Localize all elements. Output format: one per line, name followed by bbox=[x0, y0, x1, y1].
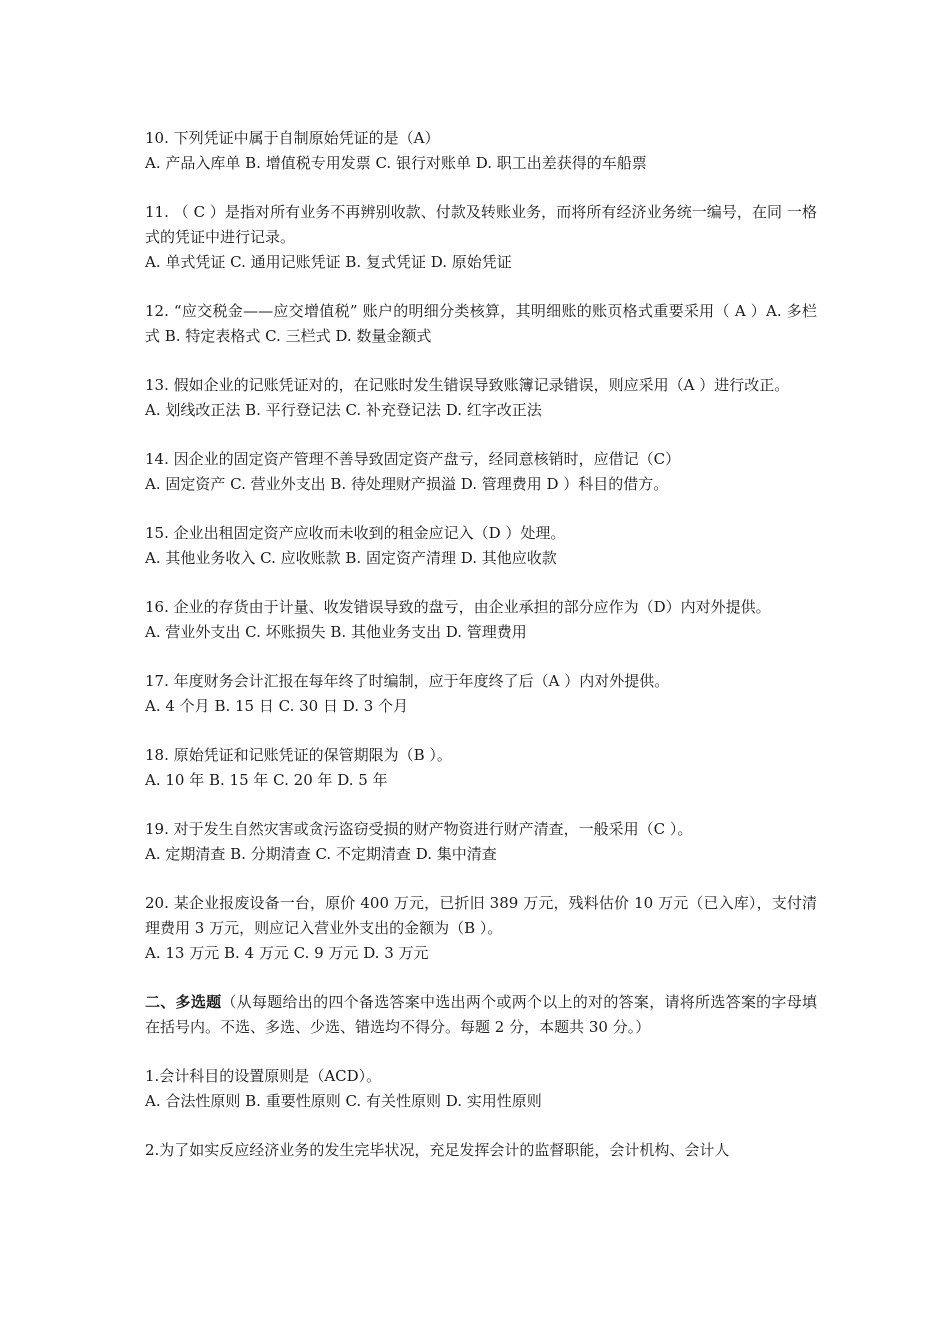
section-instructions: （从每题给出的四个备选答案中选出两个或两个以上的对的答案，请将所选答案的字母填 在括号内。不选、多选、少选、错选均不得分。每题 2 分，本题共 30 分。） bbox=[145, 993, 817, 1036]
question-text: 13. 假如企业的记账凭证对的，在记账时发生错误导致账簿记录错误，则应采用（A ）进行改正。 bbox=[145, 376, 790, 394]
question-18 bbox=[145, 743, 817, 793]
question-options: A. 定期清查 B. 分期清查 C. 不定期清查 D. 集中清查 bbox=[145, 845, 497, 863]
question-16 bbox=[145, 595, 817, 645]
question-14 bbox=[145, 447, 817, 497]
question-options: A. 产品入库单 B. 增值税专用发票 C. 银行对账单 D. 职工出差获得的车船票 bbox=[145, 154, 647, 172]
section-title: 二、多选题 bbox=[145, 993, 222, 1011]
question-15 bbox=[145, 521, 817, 571]
question-text: 14. 因企业的固定资产管理不善导致固定资产盘亏，经同意核销时，应借记（C） bbox=[145, 450, 681, 468]
question-13 bbox=[145, 373, 817, 423]
multi-question-1 bbox=[145, 1064, 817, 1114]
question-options: A. 13 万元 B. 4 万元 C. 9 万元 D. 3 万元 bbox=[145, 944, 429, 962]
question-11 bbox=[145, 200, 817, 275]
question-text: 11. （ C ）是指对所有业务不再辨别收款、付款及转账业务，而将所有经济业务统一编号，在同 一格式的凭证中进行记录。 bbox=[145, 203, 817, 246]
question-options: A. 4 个月 B. 15 日 C. 30 日 D. 3 个月 bbox=[145, 697, 409, 715]
question-text: 2.为了如实反应经济业务的发生完毕状况，充足发挥会计的监督职能，会计机构、会计人 bbox=[145, 1141, 730, 1159]
question-options: A. 营业外支出 C. 坏账损失 B. 其他业务支出 D. 管理费用 bbox=[145, 623, 527, 641]
question-text: 18. 原始凭证和记账凭证的保管期限为（B ）。 bbox=[145, 746, 452, 764]
question-text: 19. 对于发生自然灾害或贪污盗窃受损的财产物资进行财产清查，一般采用（C ）。 bbox=[145, 820, 693, 838]
question-options: A. 固定资产 C. 营业外支出 B. 待处理财产损溢 D. 管理费用 D ）科目的借方。 bbox=[145, 475, 669, 493]
question-19 bbox=[145, 817, 817, 867]
section-heading-multiple-choice bbox=[145, 990, 817, 1040]
question-10 bbox=[145, 126, 817, 176]
question-options: A. 划线改正法 B. 平行登记法 C. 补充登记法 D. 红字改正法 bbox=[145, 401, 542, 419]
question-text: 15. 企业出租固定资产应收而未收到的租金应记入（D ）处理。 bbox=[145, 524, 566, 542]
multi-question-2 bbox=[145, 1138, 817, 1163]
question-text: 16. 企业的存货由于计量、收发错误导致的盘亏，由企业承担的部分应作为（D）内对外提供。 bbox=[145, 598, 771, 616]
question-text: 20. 某企业报废设备一台，原价 400 万元，已折旧 389 万元，残料估价 10 万元（已入库），支付清 理费用 3 万元，则应记入营业外支出的金额为（B ）。 bbox=[145, 894, 817, 937]
question-17 bbox=[145, 669, 817, 719]
question-options: A. 其他业务收入 C. 应收账款 B. 固定资产清理 D. 其他应收款 bbox=[145, 549, 557, 567]
question-text: 12. “应交税金——应交增值税” 账户的明细分类核算，其明细账的账页格式重要采用（ A ）A. 多栏式 B. 特定表格式 C. 三栏式 D. 数量金额式 bbox=[145, 302, 817, 345]
question-text: 10. 下列凭证中属于自制原始凭证的是（A） bbox=[145, 129, 440, 147]
question-20 bbox=[145, 891, 817, 966]
question-options: A. 单式凭证 C. 通用记账凭证 B. 复式凭证 D. 原始凭证 bbox=[145, 253, 512, 271]
question-options: A. 10 年 B. 15 年 C. 20 年 D. 5 年 bbox=[145, 771, 388, 789]
question-options: A. 合法性原则 B. 重要性原则 C. 有关性原则 D. 实用性原则 bbox=[145, 1092, 542, 1110]
question-12 bbox=[145, 299, 817, 349]
question-text: 1.会计科目的设置原则是（ACD）。 bbox=[145, 1067, 382, 1085]
question-text: 17. 年度财务会计汇报在每年终了时编制，应于年度终了后（A ）内对外提供。 bbox=[145, 672, 670, 690]
